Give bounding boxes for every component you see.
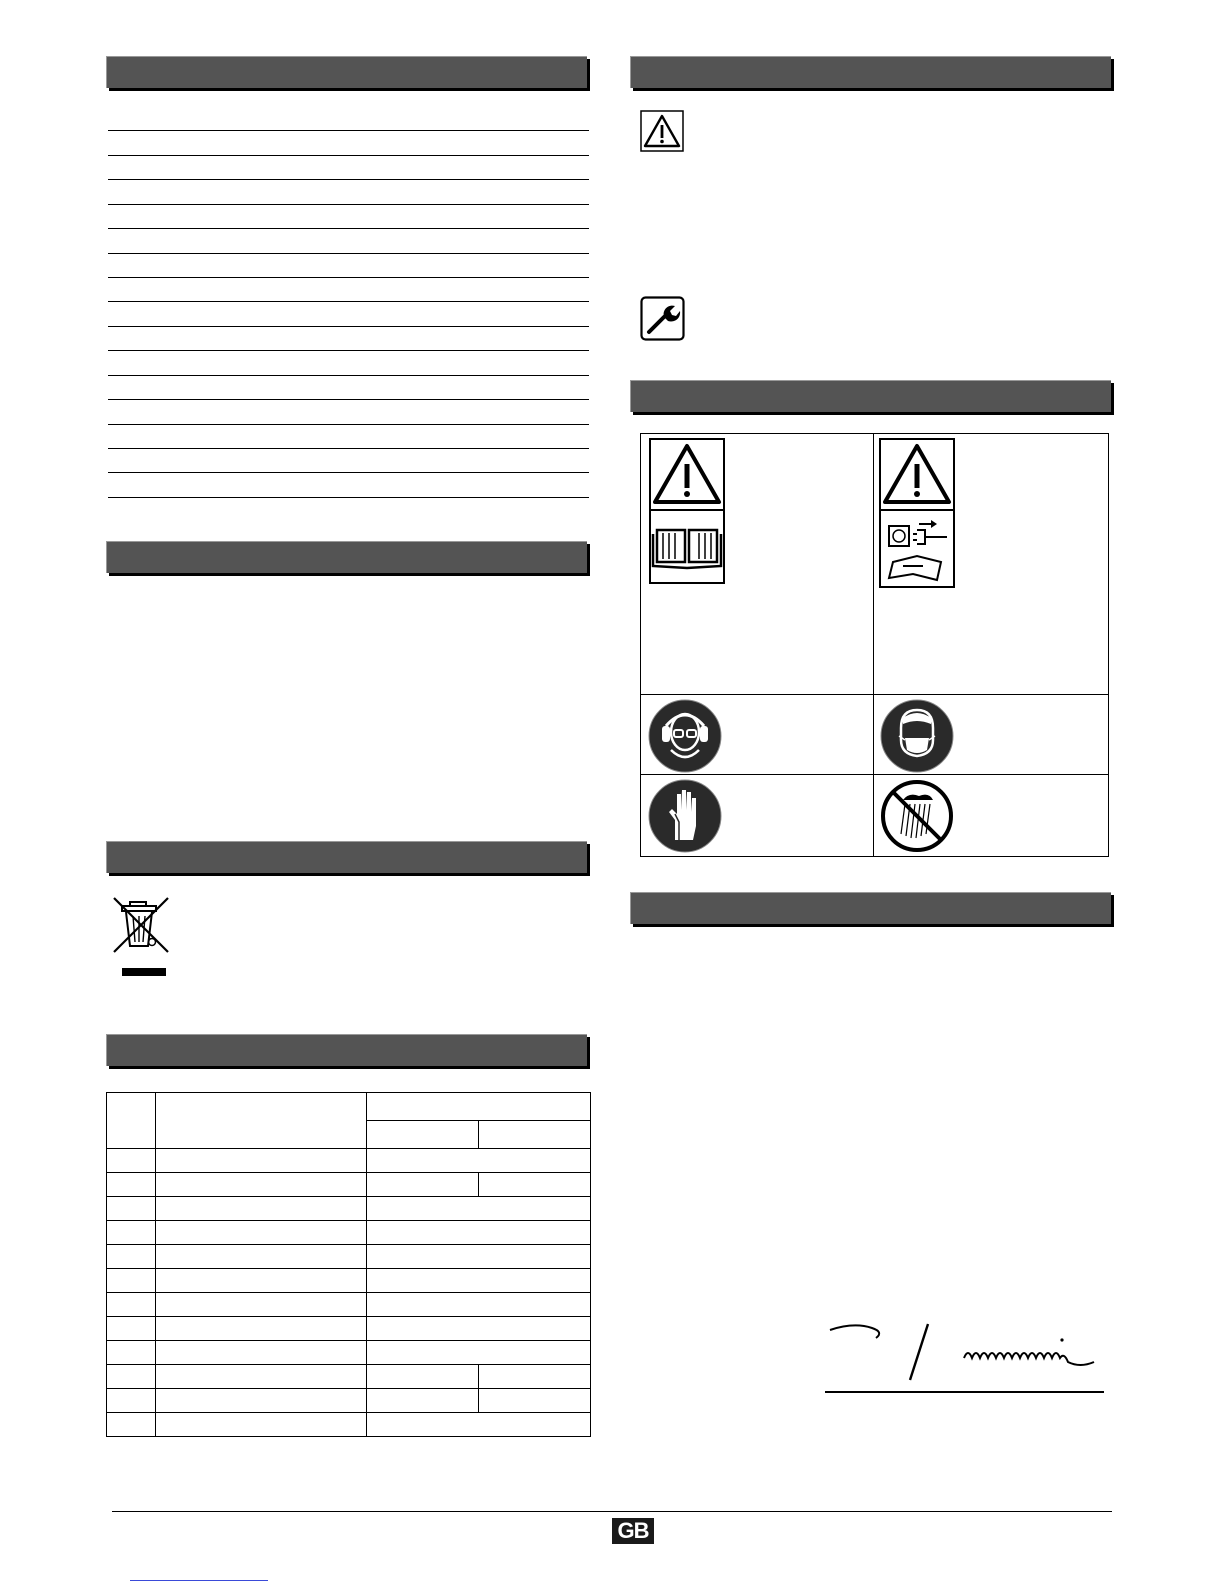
warning-triangle-icon <box>640 110 684 152</box>
section-header-bar <box>630 56 1111 88</box>
table-cell <box>479 1121 591 1149</box>
section-header-bar <box>106 56 587 88</box>
list-rule <box>108 228 589 229</box>
read-manual-icon <box>649 438 725 584</box>
table-row <box>107 1365 591 1389</box>
table-row <box>107 1221 591 1245</box>
wear-eye-ear-protection-icon <box>647 698 723 774</box>
list-rule <box>108 448 589 449</box>
footer-link-underline[interactable] <box>130 1580 268 1581</box>
table-row <box>107 1173 591 1197</box>
list-rule <box>108 375 589 376</box>
table-row <box>107 1149 591 1173</box>
list-rule <box>108 472 589 473</box>
list-rule <box>108 204 589 205</box>
list-rule <box>108 424 589 425</box>
do-not-expose-to-rain-icon <box>879 778 955 854</box>
list-rule <box>108 350 589 351</box>
table-row <box>107 1317 591 1341</box>
table-row <box>107 1197 591 1221</box>
section-header-bar <box>106 841 587 873</box>
table-cell <box>107 1093 156 1149</box>
list-rule <box>108 497 589 498</box>
section-header-bar <box>106 541 587 573</box>
table-row <box>107 1389 591 1413</box>
table-cell <box>156 1093 367 1149</box>
section-header-bar <box>630 892 1111 924</box>
table-cell <box>367 1121 479 1149</box>
list-rule <box>108 301 589 302</box>
list-rule <box>108 253 589 254</box>
table-cell <box>367 1093 591 1121</box>
unplug-before-maintenance-icon <box>879 438 955 588</box>
table-row <box>107 1245 591 1269</box>
section-header-bar <box>630 380 1111 412</box>
wear-dust-mask-icon <box>879 698 955 774</box>
technical-data-table <box>106 1092 591 1437</box>
crossed-bin-icon <box>112 896 174 980</box>
table-row <box>107 1341 591 1365</box>
table-row <box>107 1269 591 1293</box>
signature <box>824 1318 1114 1408</box>
wrench-icon <box>640 296 685 341</box>
section-header-bar <box>106 1034 587 1066</box>
list-rule <box>108 277 589 278</box>
list-rule <box>108 155 589 156</box>
table-row <box>107 1293 591 1317</box>
list-rule <box>108 179 589 180</box>
list-rule <box>108 130 589 131</box>
safety-symbols-grid <box>640 433 1109 857</box>
wear-gloves-icon <box>647 778 723 854</box>
list-rule <box>108 399 589 400</box>
list-rule <box>108 326 589 327</box>
footer-rule <box>112 1511 1112 1512</box>
language-badge: GB <box>612 1518 654 1544</box>
table-row <box>107 1413 591 1437</box>
